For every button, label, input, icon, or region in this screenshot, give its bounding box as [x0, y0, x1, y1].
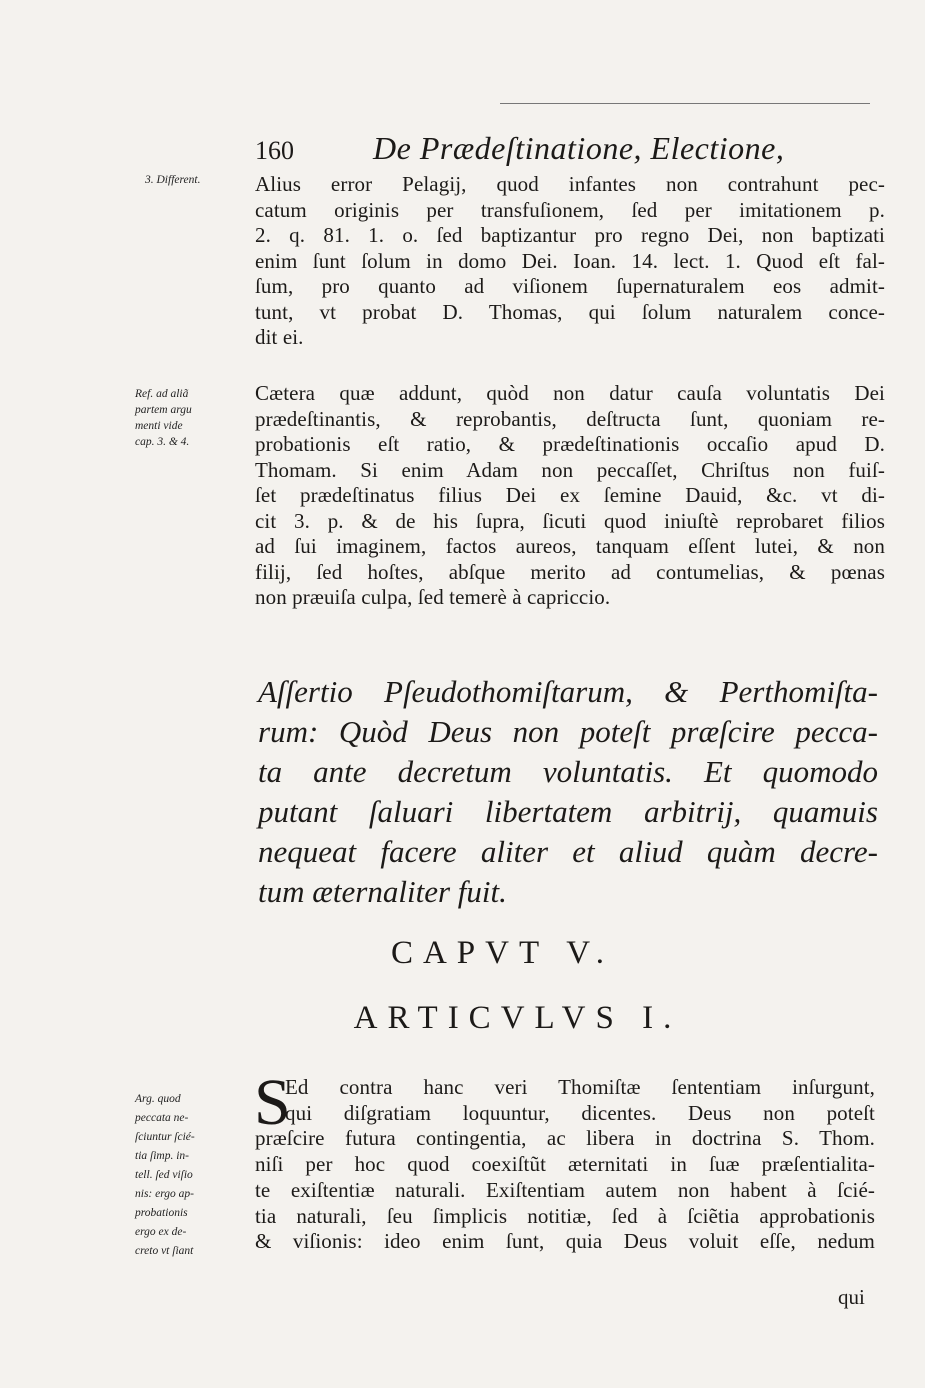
sidenote-reference — [135, 386, 265, 450]
heading-line: rum: Quòd Deus non poteſt præſcire pecca- — [258, 714, 878, 749]
text-line: non præuiſa culpa, ſed temerè à capriccio. — [255, 585, 611, 609]
sidenote-line: nis: ergo ap- — [135, 1188, 194, 1200]
paragraph-sed-contra — [254, 1066, 875, 1255]
text-line: tunt, vt probat D. Thomas, qui ſolum naturalem conce- — [255, 299, 885, 324]
text-line: qui diſgratiam loquuntur, dicentes. Deus non poteſt — [285, 1100, 875, 1125]
sidenote-line: creto vt ſiant — [135, 1245, 194, 1257]
heading-line: nequeat facere aliter et aliud quàm decre- — [258, 834, 878, 869]
text-line: Thomam. Si enim Adam non peccaſſet, Chriſtus non fuiſ- — [255, 457, 885, 482]
top-rule — [500, 103, 870, 104]
catchword: qui — [838, 1285, 865, 1309]
text-line: tia naturali, ſeu ſimplicis notitiæ, ſed à ſciẽtia approbationis — [255, 1203, 875, 1228]
text-line: enim ſunt ſolum in domo Dei. Ioan. 14. lect. 1. Quod eſt fal- — [255, 248, 885, 273]
heading-line: tum æternaliter fuit. — [258, 874, 507, 909]
sidenote-line: cap. 3. & 4. — [135, 436, 190, 448]
sidenote-line: ergo ex de- — [135, 1226, 187, 1238]
text-line: catum originis per transfuſionem, ſed per imitationem p. — [255, 197, 885, 222]
sidenote-line: probationis — [135, 1207, 188, 1219]
text-line: ſum, pro quanto ad viſionem ſupernaturalem eos admit- — [255, 274, 885, 298]
sidenote-line: partem argu — [135, 404, 192, 416]
text-line: cit 3. p. & de his ſupra, ſicuti quod iniuſtè reprobaret filios — [255, 508, 885, 533]
running-title: De Prædeſtinatione, Electione, — [373, 130, 785, 166]
text-line: niſi per hoc quod coexiſtũt æternitati in ſuæ præſentialita- — [255, 1152, 875, 1177]
text-line: præſcire futura contingentia, ac libera in doctrina S. Thom. — [255, 1126, 875, 1151]
text-line: te exiſtentiæ naturali. Exiſtentiam autem non habent à ſcié- — [255, 1177, 875, 1202]
drop-cap: S — [254, 1066, 291, 1139]
sidenote-line: peccata ne- — [135, 1112, 189, 1124]
paragraph-caetera — [255, 381, 885, 611]
page-number: 160 — [255, 136, 294, 165]
chapter-heading: CAPVT V. — [390, 935, 615, 971]
text-line: ſet prædeſtinatus filius Dei ex ſemine Dauid, &c. vt di- — [255, 483, 885, 507]
sidenote-line: menti vide — [135, 420, 183, 432]
text-line: Ed contra hanc veri Thomiſtæ ſententiam inſurgunt, — [285, 1075, 875, 1099]
text-line: probationis eſt ratio, & prædeſtinationis occaſio apud D. — [255, 432, 885, 456]
text-line: filij, ſed hoſtes, abſque merito ad contumelias, & pœnas — [255, 559, 885, 584]
text-line: Cætera quæ addunt, quòd non datur cauſa voluntatis Dei — [255, 381, 885, 405]
text-line: 2. q. 81. 1. o. ſed baptizantur pro regno Dei, non baptizati — [255, 223, 885, 247]
sidenote-line: Arg. quod — [135, 1093, 181, 1105]
text-line: & viſionis: ideo enim ſunt, quia Deus voluit eſſe, nedum — [255, 1229, 875, 1254]
sidenote-line: Ref. ad aliã — [135, 388, 189, 400]
paragraph-error-pelagii — [255, 172, 885, 351]
sidenote-line: 3. Different. — [145, 174, 201, 186]
text-line: prædeſtinantis, & reprobantis, deſtructa ſunt, quoniam re- — [255, 406, 885, 431]
text-line: dit ei. — [255, 325, 304, 349]
sidenote-line: tia ſimp. in- — [135, 1150, 189, 1162]
text-line: ad ſui imaginem, factos aureos, tanquam eſſent lutei, & non — [255, 534, 885, 558]
sidenote-line: tell. ſed viſio — [135, 1169, 193, 1181]
running-head — [255, 130, 875, 172]
article-heading: ARTICVLVS I. — [353, 1000, 682, 1036]
heading-line: Aſſertio Pſeudothomiſtarum, & Perthomiſta- — [258, 674, 878, 709]
heading-line: ta ante decretum voluntatis. Et quomodo — [258, 754, 878, 789]
text-line: Alius error Pelagij, quod infantes non contrahunt pec- — [255, 172, 885, 196]
heading-line: putant ſaluari libertatem arbitrij, quamuis — [258, 794, 878, 829]
sidenote-argument — [135, 1090, 250, 1261]
section-heading-assertio — [258, 672, 878, 912]
sidenote-line: ſciuntur ſcié- — [135, 1131, 195, 1143]
